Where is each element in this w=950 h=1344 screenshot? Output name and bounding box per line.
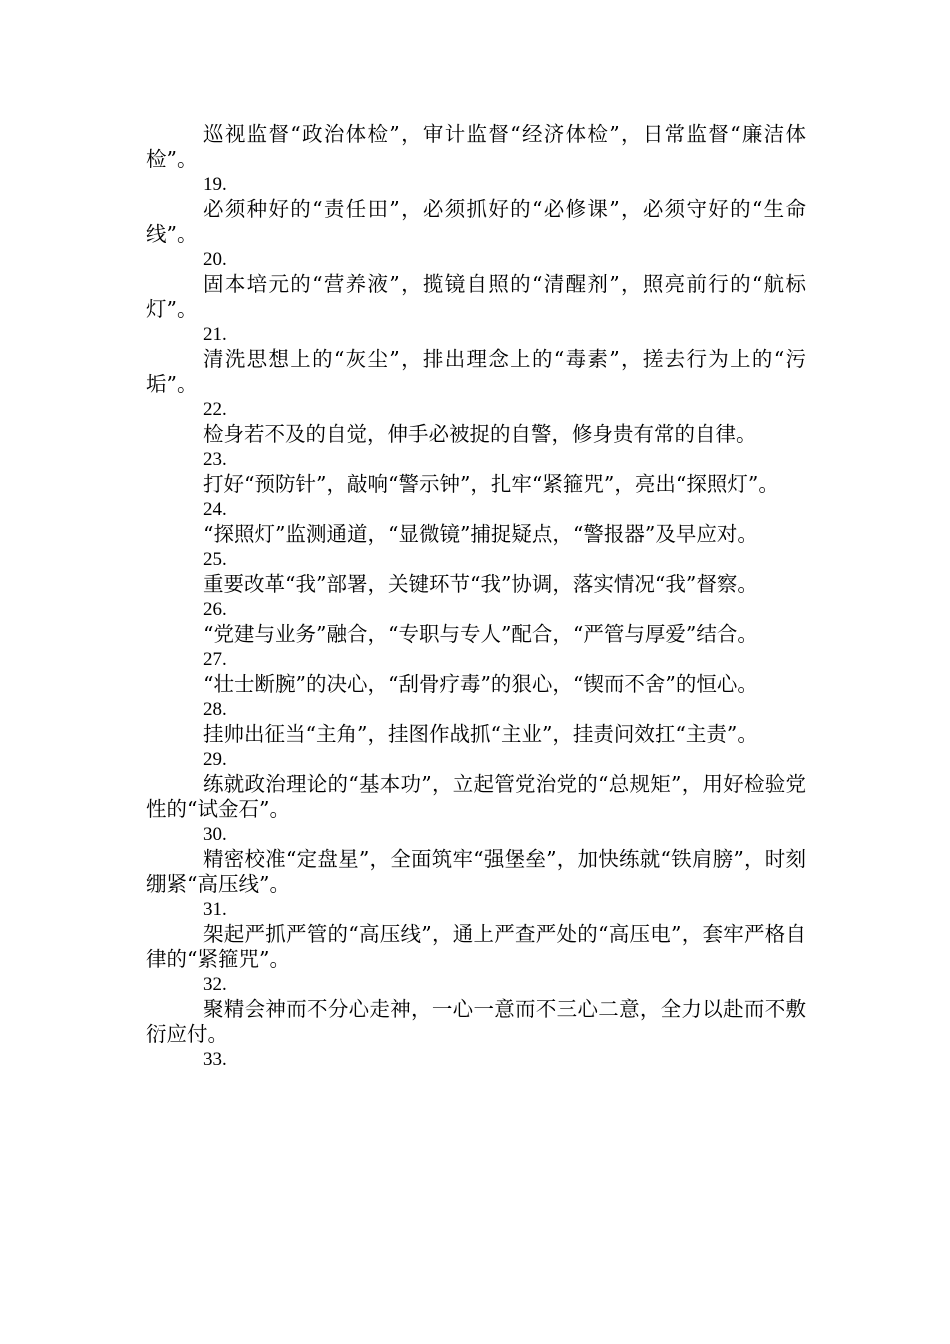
item-number: 22.	[203, 399, 227, 420]
item-number: 31.	[203, 899, 227, 920]
item-number: 32.	[203, 974, 227, 995]
paragraph: 检身若不及的自觉，伸手必被捉的自警，修身贵有常的自律。	[203, 422, 757, 446]
item-number: 30.	[203, 824, 227, 845]
paragraph: 重要改革“我”部署，关键环节“我”协调，落实情况“我”督察。	[203, 572, 758, 596]
paragraph: 挂帅出征当“主角”，挂图作战抓“主业”，挂责问效扛“主责”。	[203, 722, 758, 746]
item-number: 21.	[203, 324, 227, 345]
item-number: 23.	[203, 449, 227, 470]
item-number: 20.	[203, 249, 227, 270]
paragraph: 巡视监督“政治体检”，审计监督“经济体检”，日常监督“廉洁体检”。	[146, 122, 806, 171]
paragraph: “探照灯”监测通道，“显微镜”捕捉疑点，“警报器”及早应对。	[203, 522, 758, 546]
paragraph: 精密校准“定盘星”，全面筑牢“强堡垒”，加快练就“铁肩膀”，时刻绷紧“高压线”。	[146, 847, 806, 896]
item-number: 19.	[203, 174, 227, 195]
paragraph: “党建与业务”融合，“专职与专人”配合，“严管与厚爱”结合。	[203, 622, 758, 646]
paragraph: 清洗思想上的“灰尘”，排出理念上的“毒素”，搓去行为上的“污垢”。	[146, 347, 806, 396]
item-number: 24.	[203, 499, 227, 520]
item-number: 25.	[203, 549, 227, 570]
paragraph: “壮士断腕”的决心，“刮骨疗毒”的狠心，“锲而不舍”的恒心。	[203, 672, 758, 696]
paragraph: 架起严抓严管的“高压线”，通上严查严处的“高压电”，套牢严格自律的“紧箍咒”。	[146, 922, 806, 971]
paragraph: 打好“预防针”，敲响“警示钟”，扎牢“紧箍咒”，亮出“探照灯”。	[203, 472, 779, 496]
paragraph: 练就政治理论的“基本功”，立起管党治党的“总规矩”，用好检验党性的“试金石”。	[146, 772, 806, 821]
item-number: 27.	[203, 649, 227, 670]
paragraph: 必须种好的“责任田”，必须抓好的“必修课”，必须守好的“生命线”。	[146, 197, 806, 246]
paragraph: 固本培元的“营养液”，揽镜自照的“清醒剂”，照亮前行的“航标灯”。	[146, 272, 806, 321]
item-number: 28.	[203, 699, 227, 720]
paragraph: 聚精会神而不分心走神，一心一意而不三心二意，全力以赴而不敷衍应付。	[146, 997, 806, 1046]
item-number: 29.	[203, 749, 227, 770]
item-number: 33.	[203, 1049, 227, 1070]
document-body	[146, 122, 806, 1072]
item-number: 26.	[203, 599, 227, 620]
